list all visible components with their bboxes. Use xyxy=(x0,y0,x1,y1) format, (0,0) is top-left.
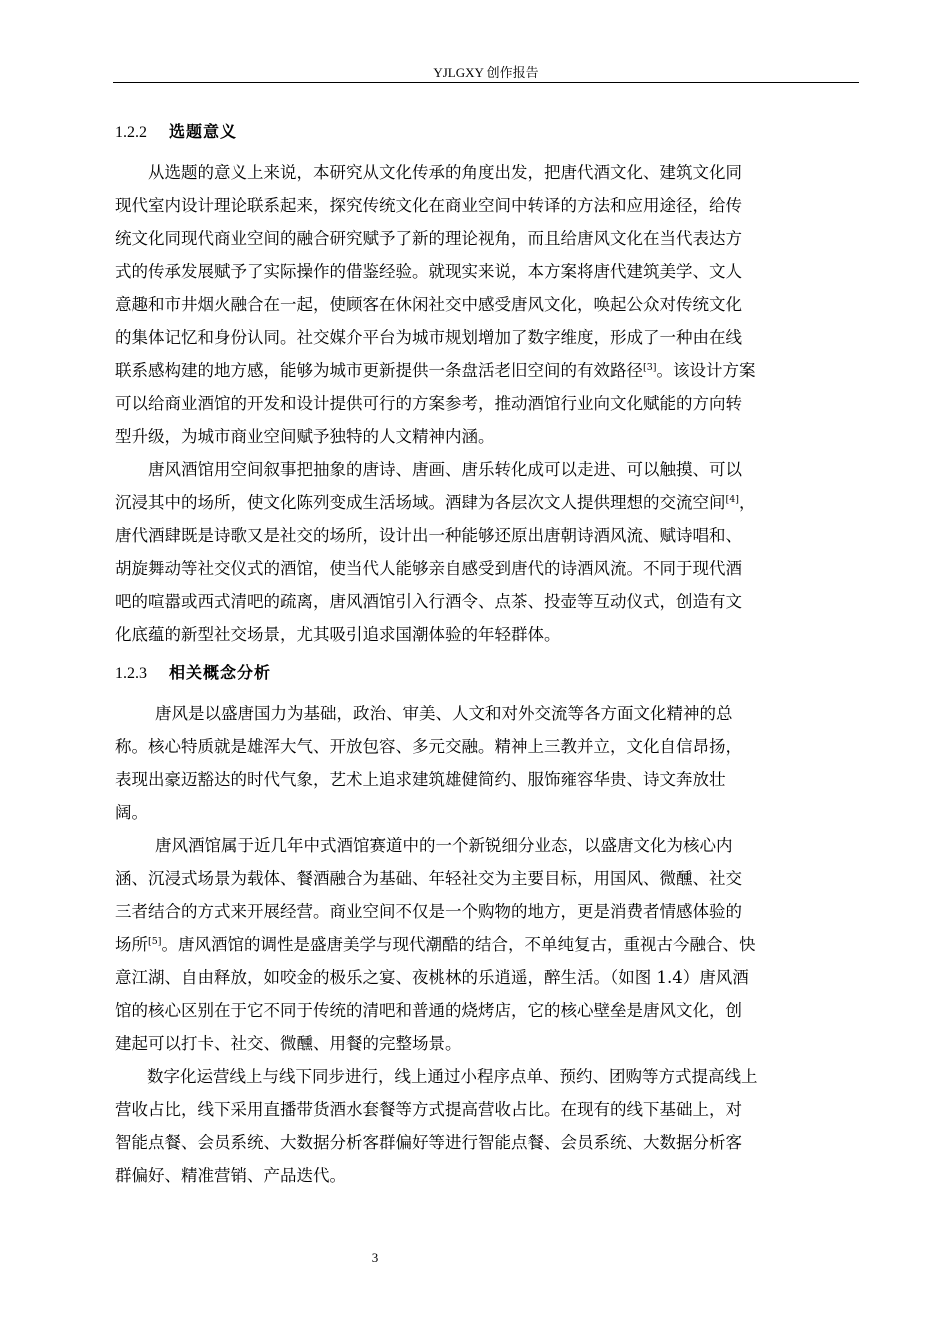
section-title: 相关概念分析 xyxy=(169,663,272,682)
paragraph-line: 化底蕴的新型社交场景，尤其吸引追求国潮体验的年轻群体。 xyxy=(115,625,561,644)
paragraph-line: 三者结合的方式来开展经营。商业空间不仅是一个购物的地方，更是消费者情感体验的 xyxy=(115,902,742,921)
paragraph-line: 涵、沉浸式场景为载体、餐酒融合为基础、年轻社交为主要目标，用国风、微醺、社交 xyxy=(115,869,742,888)
paragraph-line: 建起可以打卡、社交、微醺、用餐的完整场景。 xyxy=(115,1034,462,1053)
section-heading-1-2-2 xyxy=(115,121,237,144)
paragraph-line: 营收占比，线下采用直播带货酒水套餐等方式提高营收占比。在现有的线下基础上，对 xyxy=(115,1100,742,1119)
paragraph-line xyxy=(115,359,755,383)
paragraph-line: 唐风是以盛唐国力为基础，政治、审美、人文和对外交流等各方面文化精神的总 xyxy=(155,704,733,723)
paragraph-line: 馆的核心区别在于它不同于传统的清吧和普通的烧烤店，它的核心壁垒是唐风文化，创 xyxy=(115,1001,742,1020)
paragraph-line: 唐风酒馆用空间叙事把抽象的唐诗、唐画、唐乐转化成可以走进、可以触摸、可以 xyxy=(148,460,742,479)
line-text: 沉浸其中的场所，使文化陈列变成生活场域。酒肆为各层次文人提供理想的交流空间 xyxy=(115,493,726,512)
line-text: 。该设计方案 xyxy=(656,361,756,380)
citation-ref: [3] xyxy=(643,362,657,373)
page-number: 3 xyxy=(371,1250,379,1265)
paragraph-line: 表现出豪迈豁达的时代气象，艺术上追求建筑雄健简约、服饰雍容华贵、诗文奔放壮 xyxy=(115,770,726,789)
paragraph-line: 式的传承发展赋予了实际操作的借鉴经验。就现实来说，本方案将唐代建筑美学、文人 xyxy=(115,262,742,281)
line-text: 联系感构建的地方感，能够为城市更新提供一条盘活老旧空间的有效路径 xyxy=(115,361,643,380)
page-header: YJLGXY 创作报告 xyxy=(433,65,539,80)
paragraph-line: 吧的喧嚣或西式清吧的疏离，唐风酒馆引入行酒令、点茶、投壶等互动仪式，创造有文 xyxy=(115,592,742,611)
section-number: 1.2.3 xyxy=(115,665,147,682)
paragraph-line: 从选题的意义上来说，本研究从文化传承的角度出发，把唐代酒文化、建筑文化同 xyxy=(148,163,742,182)
paragraph-line: 阔。 xyxy=(115,803,148,822)
paragraph-line: 意趣和市井烟火融合在一起，使顾客在休闲社交中感受唐风文化，唤起公众对传统文化 xyxy=(115,295,742,314)
line-text: 。唐风酒馆的调性是盛唐美学与现代潮酷的结合，不单纯复古，重视古今融合、快 xyxy=(161,935,756,954)
section-number: 1.2.2 xyxy=(115,124,147,141)
paragraph-line: 唐风酒馆属于近几年中式酒馆赛道中的一个新锐细分业态，以盛唐文化为核心内 xyxy=(155,836,733,855)
paragraph-line xyxy=(115,933,755,957)
paragraph-line: 现代室内设计理论联系起来，探究传统文化在商业空间中转译的方法和应用途径，给传 xyxy=(115,196,742,215)
paragraph-line: 唐代酒肆既是诗歌又是社交的场所，设计出一种能够还原出唐朝诗酒风流、赋诗唱和、 xyxy=(115,526,742,545)
paragraph-line: 统文化同现代商业空间的融合研究赋予了新的理论视角，而且给唐风文化在当代表达方 xyxy=(115,229,742,248)
citation-ref: [5] xyxy=(148,936,162,947)
paragraph-line: 群偏好、精准营销、产品迭代。 xyxy=(115,1166,346,1185)
section-title: 选题意义 xyxy=(169,122,238,141)
section-heading-1-2-3 xyxy=(115,662,271,685)
line-text: ， xyxy=(738,493,756,512)
paragraph-line xyxy=(115,491,755,515)
paragraph-line: 的集体记忆和身份认同。社交媒介平台为城市规划增加了数字维度，形成了一种由在线 xyxy=(115,328,742,347)
paragraph-line: 可以给商业酒馆的开发和设计提供可行的方案参考，推动酒馆行业向文化赋能的方向转 xyxy=(115,394,742,413)
paragraph-line: 数字化运营线上与线下同步进行，线上通过小程序点单、预约、团购等方式提高线上 xyxy=(147,1067,758,1086)
paragraph-line: 智能点餐、会员系统、大数据分析客群偏好等进行智能点餐、会员系统、大数据分析客 xyxy=(115,1133,742,1152)
paragraph-line: 型升级，为城市商业空间赋予独特的人文精神内涵。 xyxy=(115,427,495,446)
paragraph-line: 胡旋舞动等社交仪式的酒馆，使当代人能够亲自感受到唐代的诗酒风流。不同于现代酒 xyxy=(115,559,742,578)
line-text: 场所 xyxy=(115,935,148,954)
paragraph-line: 意江湖、自由释放，如咬金的极乐之宴、夜桃林的乐逍遥，醉生活。（如图 1.4）唐风酒 xyxy=(115,968,749,987)
header-divider xyxy=(113,82,859,83)
citation-ref: [4] xyxy=(725,494,739,505)
paragraph-line: 称。核心特质就是雄浑大气、开放包容、多元交融。精神上三教并立，文化自信昂扬， xyxy=(115,737,742,756)
